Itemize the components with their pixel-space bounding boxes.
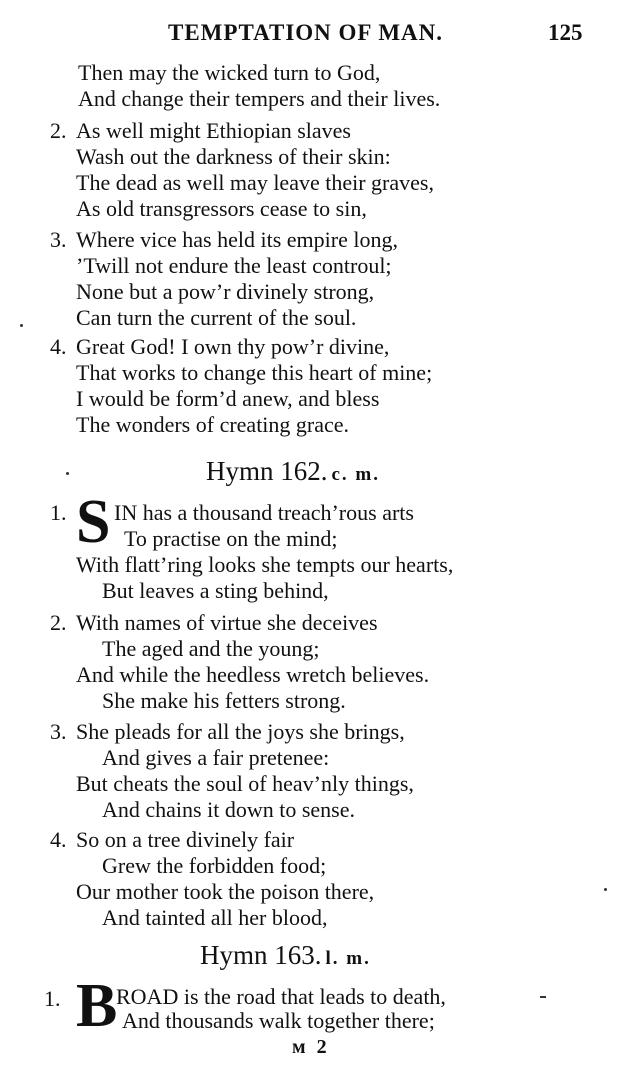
stanza-number: 1. bbox=[44, 986, 61, 1011]
verse-line: And gives a fair pretenee: bbox=[102, 745, 330, 770]
ink-speck bbox=[20, 324, 23, 327]
verse-line: She make his fetters strong. bbox=[102, 688, 346, 713]
verse-line: That works to change this heart of mine; bbox=[76, 360, 433, 385]
verse-line: Great God! I own thy pow’r divine, bbox=[76, 334, 390, 359]
verse-line: The aged and the young; bbox=[102, 636, 320, 661]
verse-line: But cheats the soul of heav’nly things, bbox=[76, 771, 414, 796]
stanza-number: 1. bbox=[50, 500, 67, 525]
verse-line: The dead as well may leave their graves, bbox=[76, 170, 434, 195]
verse-line: IN has a thousand treach’rous arts bbox=[114, 500, 414, 525]
hymn-meter: l. m. bbox=[325, 948, 371, 969]
ink-speck bbox=[604, 888, 607, 891]
verse-line: And thousands walk together there; bbox=[122, 1008, 435, 1033]
drop-cap: S bbox=[76, 488, 111, 556]
verse-line: Grew the forbidden food; bbox=[102, 853, 327, 878]
verse-line: None but a pow’r divinely strong, bbox=[76, 279, 375, 304]
verse-line: ROAD is the road that leads to death, bbox=[116, 984, 446, 1009]
stanza-number: 2. bbox=[50, 118, 67, 143]
verse-line: Where vice has held its empire long, bbox=[76, 227, 398, 252]
verse-line: Then may the wicked turn to God, bbox=[78, 60, 381, 85]
verse-line: Wash out the darkness of their skin: bbox=[76, 144, 391, 169]
verse-line: I would be form’d anew, and bless bbox=[76, 386, 380, 411]
ink-speck bbox=[66, 472, 69, 475]
stanza-number: 3. bbox=[50, 719, 67, 744]
verse-line: Can turn the current of the soul. bbox=[76, 305, 357, 330]
stanza-number: 4. bbox=[50, 827, 67, 852]
verse-line: ’Twill not endure the least controul; bbox=[76, 253, 392, 278]
running-header-title: TEMPTATION OF MAN. bbox=[168, 20, 444, 45]
hymn-meter: c. m. bbox=[331, 464, 381, 485]
verse-line: And change their tempers and their lives. bbox=[78, 86, 441, 111]
verse-line: And tainted all her blood, bbox=[102, 905, 328, 930]
verse-line: The wonders of creating grace. bbox=[76, 412, 350, 437]
hymn-heading bbox=[200, 940, 371, 971]
verse-line: Our mother took the poison there, bbox=[76, 879, 375, 904]
verse-line: And chains it down to sense. bbox=[102, 797, 355, 822]
verse-line: With names of virtue she deceives bbox=[76, 610, 378, 635]
printer-signature: м 2 bbox=[292, 1036, 330, 1058]
verse-line: As well might Ethiopian slaves bbox=[76, 118, 351, 143]
stanza-number: 3. bbox=[50, 227, 67, 252]
verse-line: So on a tree divinely fair bbox=[76, 827, 295, 852]
hymn-heading bbox=[206, 456, 380, 487]
verse-line: And while the heedless wretch believes. bbox=[76, 662, 430, 687]
verse-line: As old transgressors cease to sin, bbox=[76, 196, 367, 221]
stanza-number: 4. bbox=[50, 334, 67, 359]
drop-cap: B bbox=[76, 972, 118, 1040]
stanza-number: 2. bbox=[50, 610, 67, 635]
verse-line: But leaves a sting behind, bbox=[102, 578, 329, 603]
hymn-title: Hymn 162. bbox=[206, 456, 328, 486]
ink-speck bbox=[540, 996, 546, 998]
verse-line: To practise on the mind; bbox=[124, 526, 338, 551]
verse-line: She pleads for all the joys she brings, bbox=[76, 719, 405, 744]
verse-line: With flatt’ring looks she tempts our hearts, bbox=[76, 552, 454, 577]
page-number: 125 bbox=[548, 20, 583, 45]
hymn-title: Hymn 163. bbox=[200, 940, 322, 970]
